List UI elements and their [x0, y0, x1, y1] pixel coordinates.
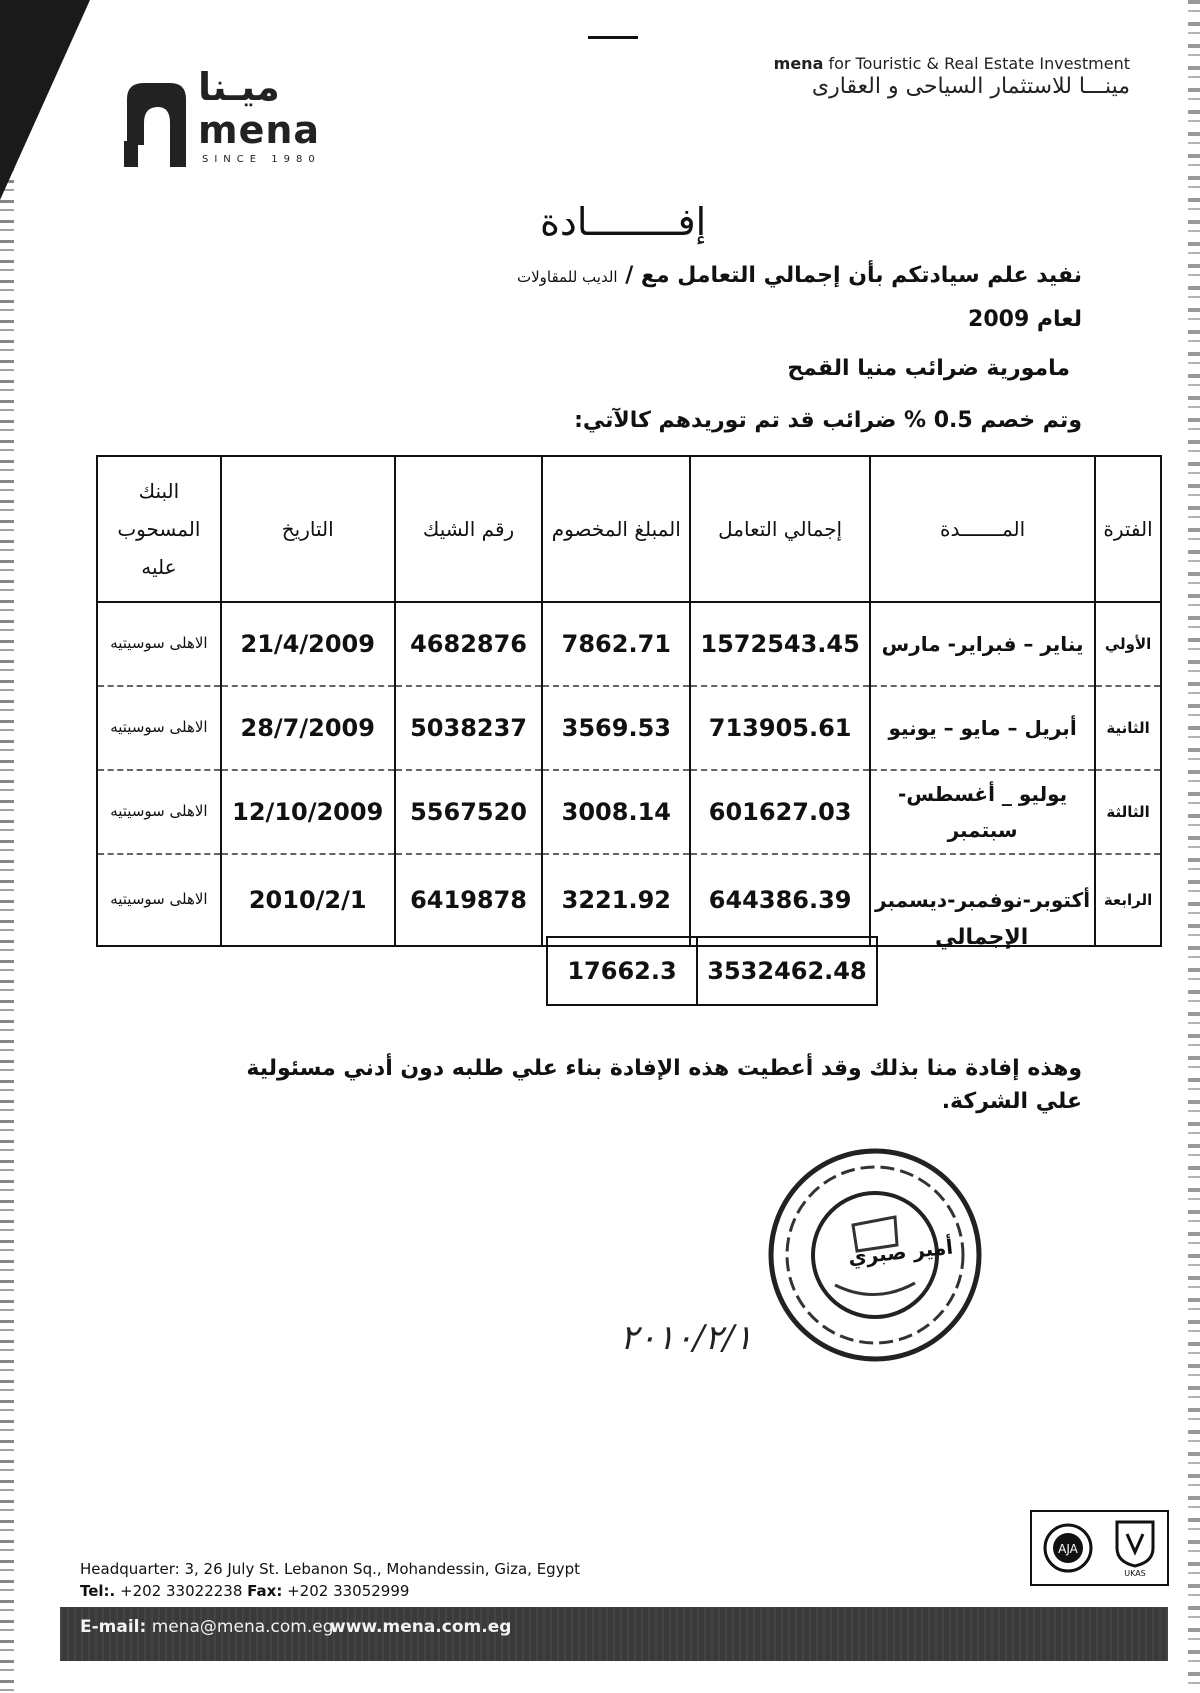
cell-bank: الاهلى سوسيتيه: [97, 854, 221, 946]
mena-logo-mark-icon: [122, 79, 192, 169]
header-period: الفترة: [1095, 456, 1161, 602]
cell-check-number: 5038237: [395, 686, 543, 770]
certification-badges: [1030, 1510, 1169, 1586]
closing-statement: وهذه إفادة منا بذلك وقد أعطيت هذه الإفادة بناء علي طلبه دون أدني مسئولية علي الشركة.: [246, 1056, 1082, 1114]
ukas-text: UKAS: [1124, 1569, 1147, 1578]
scan-edge-left: [0, 0, 14, 1693]
deduction-statement: وتم خصم 0.5 % ضرائب قد تم توريدهم كالآتي:: [574, 408, 1082, 433]
cell-date: 21/4/2009: [221, 602, 395, 686]
cell-check-number: 5567520: [395, 770, 543, 854]
cell-period: الثالثة: [1095, 770, 1161, 854]
tax-office: مامورية ضرائب منيا القمح: [787, 356, 1070, 381]
header-months: المـــــــدة: [870, 456, 1095, 602]
cell-total-dealing: 644386.39: [690, 854, 870, 946]
cell-total-dealing: 1572543.45: [690, 602, 870, 686]
header-total-dealing: إجمالي التعامل: [690, 456, 870, 602]
total-dealing: 3532462.48: [697, 937, 877, 1005]
totals-row: [547, 937, 877, 1005]
ukas-certification-icon: [1113, 1518, 1157, 1578]
cell-months: يوليو _ أغسطس- سبتمبر: [870, 770, 1095, 854]
intro-year: لعام 2009: [968, 307, 1082, 332]
top-mark: [588, 36, 638, 39]
cell-total-dealing: 601627.03: [690, 770, 870, 854]
signatory-name: أمير صبري: [847, 1234, 955, 1270]
cell-date: 28/7/2009: [221, 686, 395, 770]
table-header-row: [97, 456, 1161, 602]
cell-months: أكتوبر-نوفمبر-ديسمبر: [870, 854, 1095, 946]
cell-deducted-amount: 3221.92: [542, 854, 690, 946]
counterparty-name: الديب للمقاولات: [516, 268, 618, 286]
cell-bank: الاهلى سوسيتيه: [97, 770, 221, 854]
cell-deducted-amount: 7862.71: [542, 602, 690, 686]
totals-table: [546, 936, 878, 1006]
header-check-number: رقم الشيك: [395, 456, 543, 602]
total-deducted: 17662.3: [547, 937, 697, 1005]
cell-period: الثانية: [1095, 686, 1161, 770]
logo-english-text: mena: [198, 108, 321, 152]
aja-certification-icon: [1042, 1522, 1094, 1574]
headquarter-address: Headquarter: 3, 26 July St. Lebanon Sq., Mohandessin, Giza, Egypt: [80, 1560, 580, 1578]
cell-months: أبريل – مايو – يونيو: [870, 686, 1095, 770]
document-title: إفــــــــادة: [540, 200, 707, 244]
tax-deduction-table: [96, 455, 1162, 947]
cell-total-dealing: 713905.61: [690, 686, 870, 770]
cell-bank: الاهلى سوسيتيه: [97, 602, 221, 686]
cell-deducted-amount: 3569.53: [542, 686, 690, 770]
intro-statement: نفيد علم سيادتكم بأن إجمالي التعامل مع /: [625, 263, 1082, 288]
page-corner-fold: [0, 0, 90, 200]
total-label: الإجمالي: [935, 925, 1029, 950]
aja-text: AJA: [1057, 1542, 1078, 1556]
cell-date: 12/10/2009: [221, 770, 395, 854]
table-row: [97, 686, 1161, 770]
cell-period: الرابعة: [1095, 854, 1161, 946]
cell-date: 2010/2/1: [221, 854, 395, 946]
header-date: التاريخ: [221, 456, 395, 602]
logo-since-text: SINCE 1980: [202, 154, 321, 165]
cell-period: الأولي: [1095, 602, 1161, 686]
intro-line-1: [517, 263, 1082, 288]
handwritten-date: ٢٠١٠/٢/١: [620, 1318, 753, 1358]
logo-arabic-text: ميـنا: [198, 65, 280, 109]
cell-check-number: 4682876: [395, 602, 543, 686]
header-deducted-amount: المبلغ المخصوم: [542, 456, 690, 602]
cell-bank: الاهلى سوسيتيه: [97, 686, 221, 770]
footer-website-link[interactable]: www.mena.com.eg: [330, 1617, 512, 1637]
company-name-english: mena for Touristic & Real Estate Investment: [773, 54, 1130, 73]
cell-months: يناير – فبراير- مارس: [870, 602, 1095, 686]
table-row: [97, 770, 1161, 854]
scan-edge-right: [1188, 0, 1200, 1693]
table-row: [97, 602, 1161, 686]
footer-email[interactable]: E-mail: mena@mena.com.eg: [80, 1617, 334, 1637]
company-name-arabic: مينـــا للاستثمار السياحى و العقارى: [811, 74, 1130, 99]
contact-phones: Tel:. +202 33022238 Fax: +202 33052999: [80, 1582, 410, 1600]
cell-deducted-amount: 3008.14: [542, 770, 690, 854]
header-bank: البنك المسحوب عليه: [97, 456, 221, 602]
company-logo: [122, 65, 332, 170]
cell-check-number: 6419878: [395, 854, 543, 946]
